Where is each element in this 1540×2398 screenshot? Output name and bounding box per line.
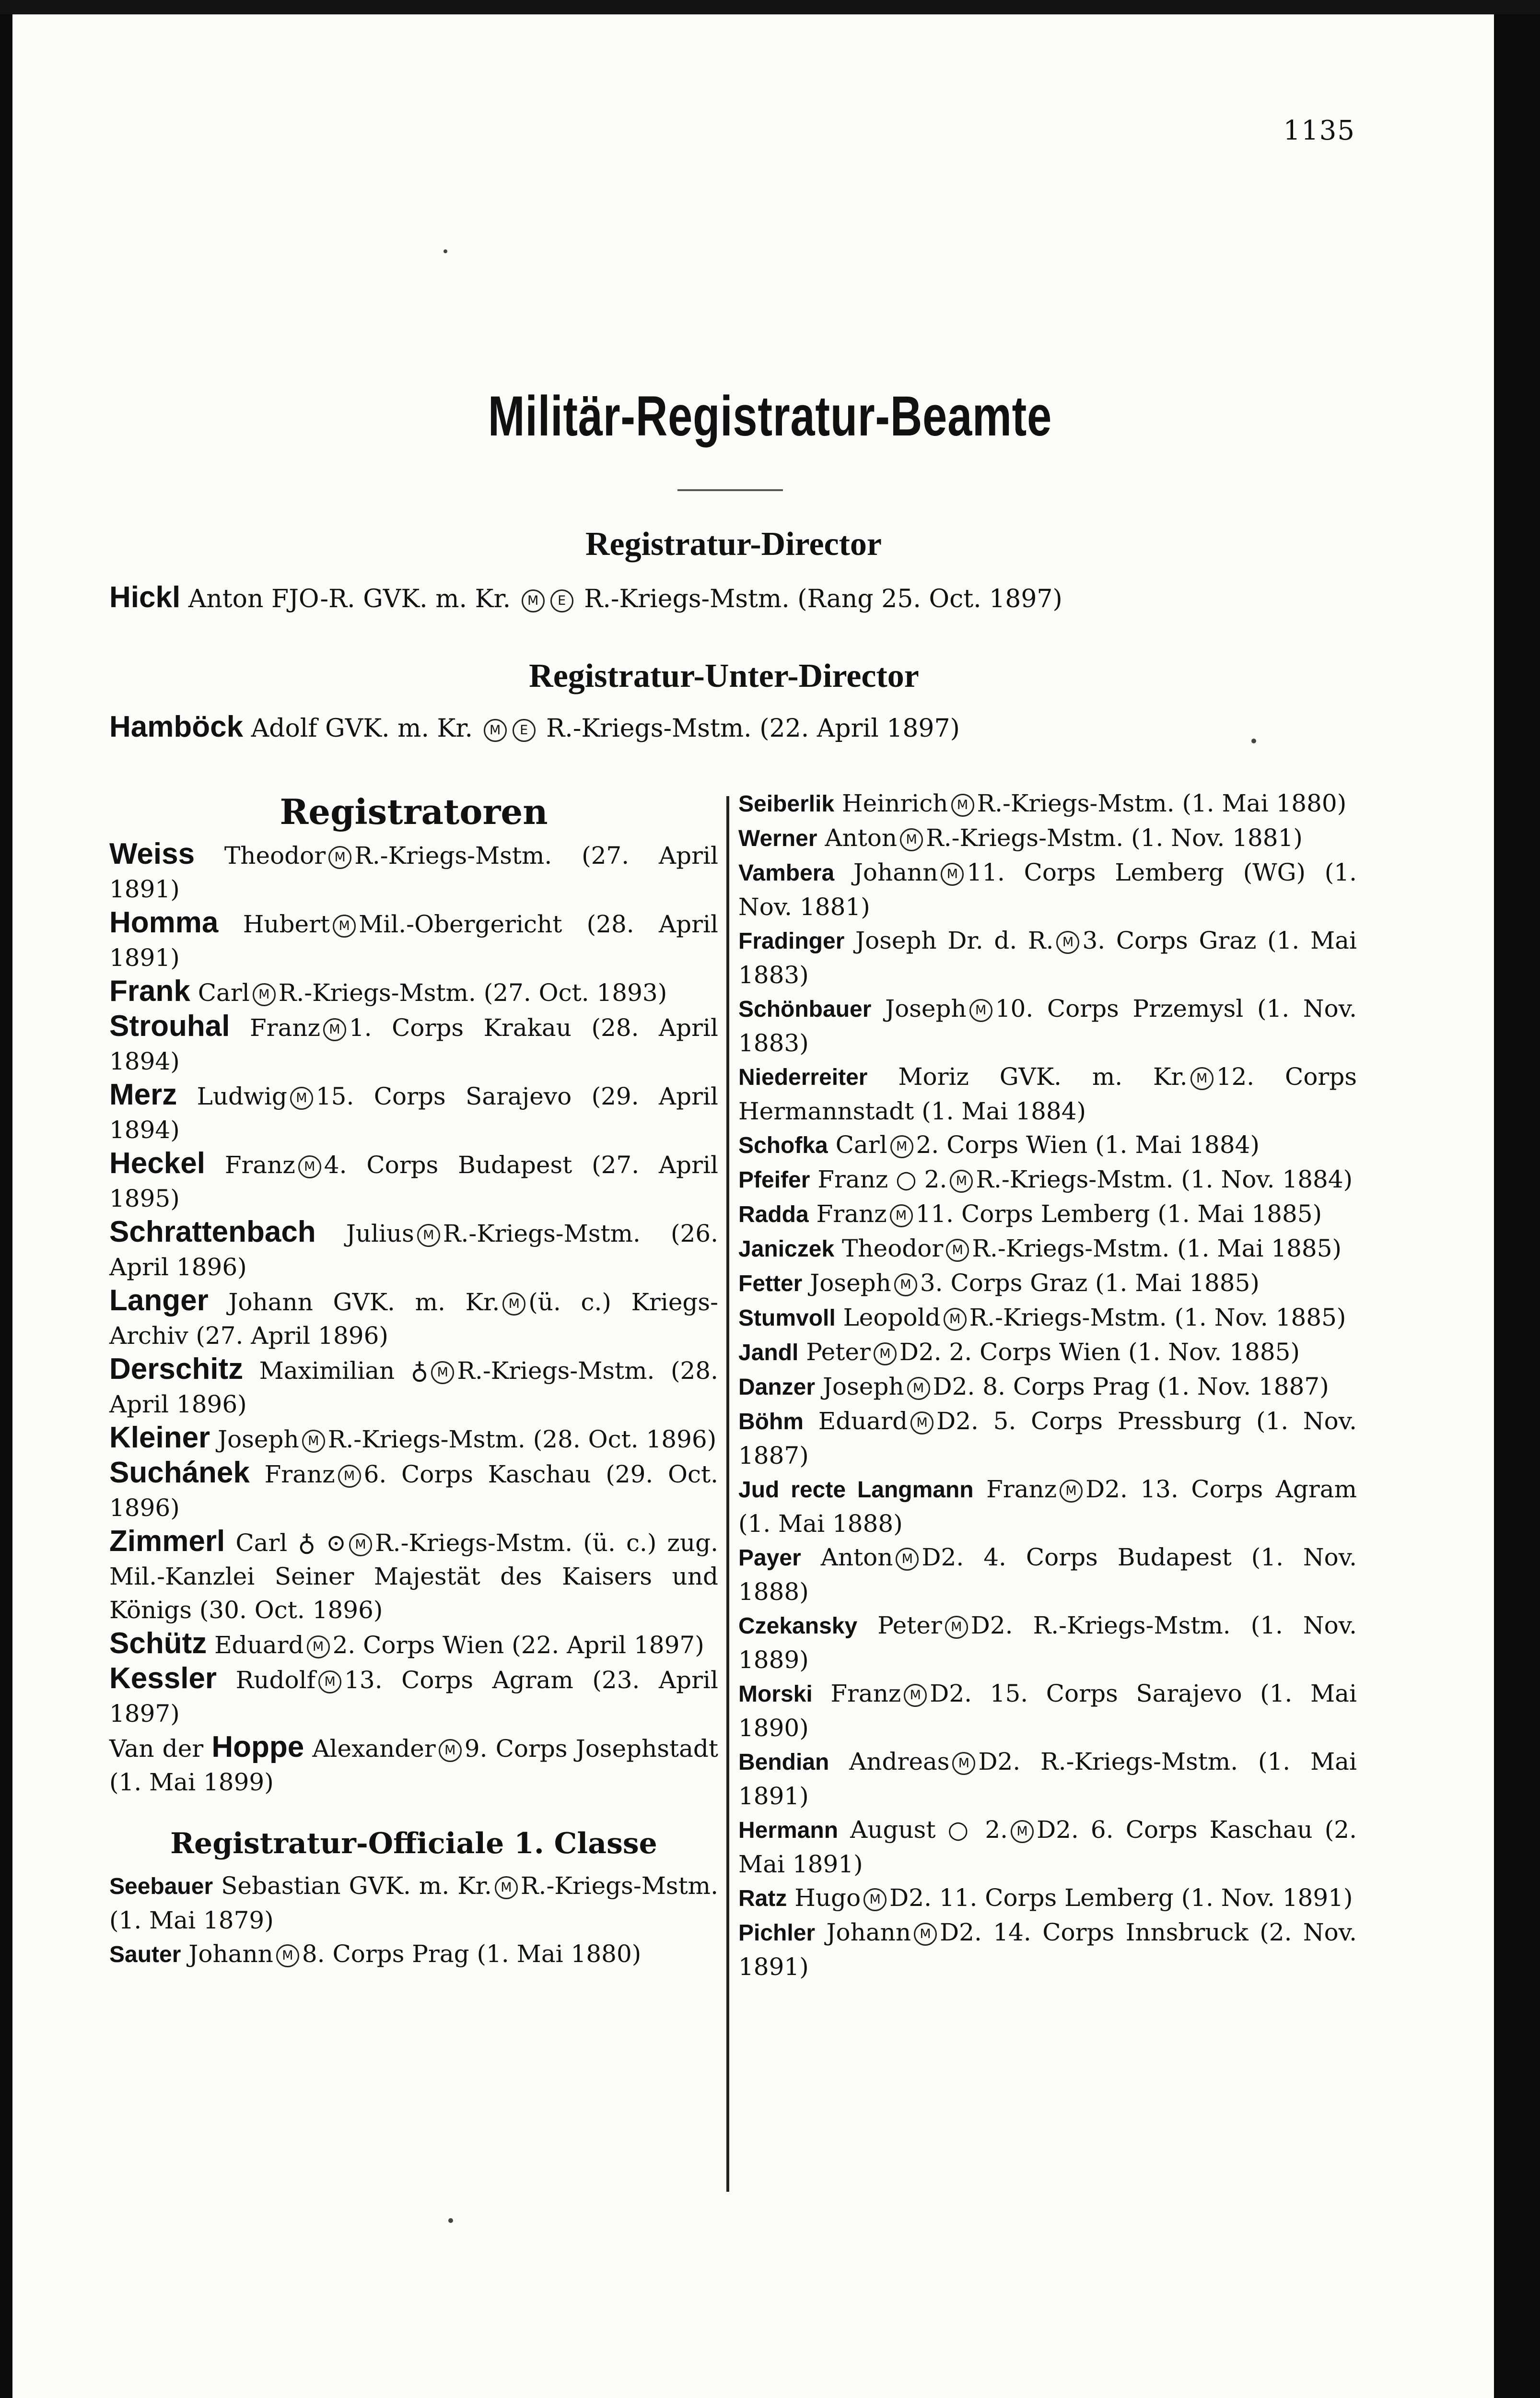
entry-surname: Seiberlik (738, 791, 835, 817)
merit-badge-icon: M (907, 1377, 930, 1400)
merit-badge-icon: M (522, 589, 545, 612)
entry-details: Eduard (214, 1631, 304, 1659)
merit-badge-icon: M (417, 1224, 440, 1247)
speck-mark (1251, 739, 1256, 743)
entry-details: Peter (877, 1611, 942, 1639)
list-item (109, 1352, 718, 1421)
entry-posting: (ü. c.) Kriegs-Archiv (27. April 1896) (109, 1288, 718, 1350)
director-entry (109, 580, 1062, 614)
entry-surname: Schönbauer (738, 997, 872, 1022)
list-item (738, 1232, 1357, 1266)
entry-details: Theodor (224, 842, 326, 870)
entry-details: Joseph (810, 1269, 891, 1297)
entry-surname: Hamböck (109, 710, 244, 743)
entry-details: Maximilian ♁ (259, 1357, 429, 1385)
entry-surname: Danzer (738, 1375, 816, 1400)
decoration-e-icon: E (550, 589, 573, 612)
merit-badge-icon: M (951, 794, 974, 817)
entry-details: Joseph (885, 995, 967, 1023)
merit-badge-icon: M (338, 1465, 361, 1488)
scan-edge-left (0, 0, 12, 2398)
merit-badge-icon: M (900, 828, 923, 851)
registratoren-list (109, 837, 718, 1799)
entry-posting: R.-Kriegs-Mstm. (1. Mai 1879) (109, 1872, 718, 1934)
entry-surname: Jandl (738, 1340, 799, 1365)
under-director-heading: Registratur-Unter-Director (529, 658, 919, 694)
entry-posting: D2. 13. Corps Agram (1. Mai 1888) (738, 1475, 1357, 1538)
entry-details: Carl ♁ ⊙ (235, 1529, 347, 1557)
list-item (109, 1456, 718, 1525)
list-item (738, 1540, 1357, 1609)
merit-badge-icon: M (890, 1135, 913, 1158)
list-item (109, 1525, 718, 1627)
list-item (738, 1266, 1357, 1301)
list-item (738, 1335, 1357, 1370)
merit-badge-icon: M (896, 1548, 919, 1571)
list-item (738, 1813, 1357, 1881)
right-column (738, 787, 1357, 1984)
entry-surname: Schrattenbach (109, 1215, 316, 1248)
list-item (109, 1147, 718, 1215)
entry-surname: Schofka (738, 1133, 828, 1158)
entry-surname: Payer (738, 1545, 801, 1571)
director-heading: Registratur-Director (585, 526, 882, 563)
list-item (109, 906, 718, 975)
list-item (738, 1060, 1357, 1128)
merit-badge-icon: M (439, 1739, 462, 1762)
entry-details: Franz (986, 1475, 1057, 1503)
entry-surname: Stumvoll (738, 1305, 836, 1331)
title-rule (677, 489, 783, 491)
entry-posting: R.-Kriegs-Mstm. (27. April 1891) (109, 842, 718, 903)
entry-surname: Derschitz (109, 1352, 244, 1386)
merit-badge-icon: M (502, 1293, 525, 1316)
entry-posting: R.-Kriegs-Mstm. (27. Oct. 1893) (278, 979, 667, 1007)
entry-details: Anton (825, 824, 898, 852)
entry-posting: R.-Kriegs-Mstm. (ü. c.) zug. Mil.-Kanzlei Seiner Majestät des Kaisers und Königs (30. Oct. 1896) (109, 1529, 718, 1624)
list-item (109, 1627, 718, 1662)
officiale-heading: Registratur-Officiale 1. Classe (170, 1827, 657, 1860)
merit-badge-icon: M (495, 1876, 518, 1899)
entry-surname: Jud recte Langmann (738, 1477, 974, 1503)
merit-badge-icon: M (874, 1342, 897, 1365)
entry-posting: R.-Kriegs-Mstm. (26. April 1896) (109, 1220, 718, 1281)
entry-posting: R.-Kriegs-Mstm. (1. Mai 1885) (972, 1234, 1342, 1262)
list-item (109, 1284, 718, 1352)
registratoren-heading: Registratoren (280, 791, 548, 832)
merit-badge-icon: M (323, 1018, 346, 1041)
entry-surname: Hoppe (211, 1730, 304, 1763)
entry-surname: Frank (109, 975, 190, 1008)
speck-mark (448, 2218, 453, 2223)
entry-details: Hugo (794, 1884, 861, 1912)
entry-surname: Fradinger (738, 929, 845, 954)
under-director-entry (109, 710, 960, 744)
entry-surname: Schütz (109, 1627, 207, 1660)
entry-posting: D2. R.-Kriegs-Mstm. (1. Nov. 1889) (738, 1611, 1357, 1674)
list-item (109, 837, 718, 906)
entry-posting: D2. 14. Corps Innsbruck (2. Nov. 1891) (738, 1918, 1357, 1981)
entry-surname: Hickl (109, 581, 181, 614)
merit-badge-icon: M (863, 1888, 887, 1911)
entry-posting: 11. Corps Lemberg (1. Mai 1885) (915, 1200, 1322, 1228)
entry-posting: 4. Corps Budapest (27. April 1895) (109, 1151, 718, 1212)
entry-posting: D2. 5. Corps Pressburg (1. Nov. 1887) (738, 1407, 1357, 1469)
entry-posting: 15. Corps Sarajevo (29. April 1894) (109, 1082, 718, 1144)
merit-badge-icon: M (318, 1670, 341, 1693)
list-item (738, 924, 1357, 992)
entry-posting: D2. 8. Corps Prag (1. Nov. 1887) (933, 1373, 1329, 1400)
entry-details: Theodor (842, 1234, 944, 1262)
entry-details: Joseph Dr. d. R. (855, 927, 1054, 954)
list-item (109, 1215, 718, 1284)
entry-details: Franz ○ 2. (817, 1165, 947, 1193)
entry-surname: Böhm (738, 1409, 804, 1434)
list-item (738, 1609, 1357, 1677)
merit-badge-icon: M (333, 915, 356, 938)
entry-details: Johann GVK. m. Kr. (228, 1288, 500, 1316)
entry-surname: Seebauer (109, 1874, 213, 1899)
list-item (109, 975, 718, 1010)
entry-posting: D2. 2. Corps Wien (1. Nov. 1885) (899, 1338, 1300, 1366)
list-item (109, 1421, 718, 1456)
merit-badge-icon: M (952, 1752, 975, 1775)
entry-details: Franz (830, 1680, 901, 1707)
scan-edge-top (0, 0, 1540, 14)
entry-prefix: Van der (109, 1735, 204, 1763)
merit-badge-icon: M (431, 1361, 454, 1384)
merit-badge-icon: M (302, 1430, 325, 1453)
column-divider (726, 796, 729, 2192)
merit-badge-icon: M (950, 1170, 973, 1193)
entry-surname: Pfeifer (738, 1167, 810, 1193)
entry-posting: R.-Kriegs-Mstm. (1. Nov. 1884) (976, 1165, 1353, 1193)
entry-details: Anton (820, 1543, 893, 1571)
merit-badge-icon: M (298, 1155, 321, 1178)
entry-details: Hubert (243, 910, 330, 938)
entry-posting: R.-Kriegs-Mstm. (1. Nov. 1881) (926, 824, 1303, 852)
merit-badge-icon: M (328, 846, 351, 869)
merit-badge-icon: M (941, 863, 964, 886)
page-number: 1135 (1283, 115, 1355, 146)
list-item (738, 1128, 1357, 1163)
entry-details: Joseph (822, 1373, 904, 1400)
merit-badge-icon: M (969, 999, 992, 1022)
entry-posting: 1. Corps Krakau (28. April 1894) (109, 1014, 718, 1075)
entry-surname: Niederreiter (738, 1065, 868, 1090)
entry-posting: 6. Corps Kaschau (29. Oct. 1896) (109, 1460, 718, 1522)
entry-surname: Merz (109, 1078, 177, 1111)
entry-details: Heinrich (842, 789, 948, 817)
entry-details: Julius (346, 1220, 414, 1247)
merit-badge-icon: M (1056, 931, 1079, 954)
merit-badge-icon: M (276, 1944, 299, 1967)
entry-posting: R.-Kriegs-Mstm. (1. Mai 1880) (977, 789, 1347, 817)
officiale-list-continued (738, 787, 1357, 1984)
entry-posting: D2. 6. Corps Kaschau (2. Mai 1891) (738, 1816, 1357, 1878)
entry-details: Carl (835, 1131, 887, 1159)
list-item (109, 1937, 718, 1972)
merit-badge-icon: M (904, 1684, 927, 1707)
merit-badge-icon: M (1190, 1067, 1213, 1090)
entry-surname: Langer (109, 1284, 209, 1317)
entry-posting: D2. 4. Corps Budapest (1. Nov. 1888) (738, 1543, 1357, 1606)
list-item (738, 1301, 1357, 1335)
entry-details: Franz (224, 1151, 295, 1179)
merit-badge-icon: M (1060, 1480, 1083, 1503)
left-column (109, 787, 718, 1972)
merit-badge-icon: M (946, 1239, 969, 1262)
merit-badge-icon: M (914, 1923, 937, 1946)
list-item (109, 1010, 718, 1078)
list-item (738, 856, 1357, 924)
list-item (738, 1197, 1357, 1232)
entry-surname: Weiss (109, 837, 195, 870)
entry-surname: Sauter (109, 1942, 181, 1967)
entry-details: Johann (826, 1918, 911, 1946)
merit-badge-icon: M (484, 719, 507, 742)
entry-details: Ludwig (197, 1082, 287, 1110)
entry-details: Alexander (312, 1735, 436, 1763)
list-item (738, 1404, 1357, 1472)
entry-surname: Czekansky (738, 1613, 858, 1639)
entry-details: Carl (198, 979, 250, 1007)
entry-posting: R.-Kriegs-Mstm. (28. Oct. 1896) (327, 1425, 717, 1453)
entry-details: Eduard (818, 1407, 908, 1435)
list-item (738, 787, 1357, 821)
list-item (109, 1078, 718, 1147)
entry-posting: 3. Corps Graz (1. Mai 1885) (920, 1269, 1260, 1297)
entry-posting: 2. Corps Wien (1. Mai 1884) (916, 1131, 1260, 1159)
officiale-list (109, 1869, 718, 1972)
entry-surname: Kessler (109, 1662, 217, 1695)
entry-details: Adolf GVK. m. Kr. (251, 714, 473, 743)
entry-posting: D2. 15. Corps Sarajevo (1. Mai 1890) (738, 1680, 1357, 1742)
list-item (738, 1677, 1357, 1745)
entry-posting: R.-Kriegs-Mstm. (Rang 25. Oct. 1897) (584, 585, 1062, 613)
list-item (738, 1163, 1357, 1197)
entry-posting: 9. Corps Josephstadt (1. Mai 1899) (109, 1735, 718, 1796)
merit-badge-icon: M (910, 1411, 933, 1434)
merit-badge-icon: M (290, 1087, 313, 1110)
entry-details: Johann (853, 858, 938, 886)
entry-surname: Homma (109, 906, 219, 939)
entry-surname: Kleiner (109, 1421, 210, 1454)
entry-details: Leopold (843, 1304, 941, 1331)
list-item (738, 1881, 1357, 1916)
entry-details: August ○ 2. (850, 1816, 1008, 1844)
entry-surname: Fetter (738, 1271, 803, 1296)
entry-surname: Morski (738, 1681, 813, 1707)
entry-details: Rudolf (235, 1666, 316, 1694)
entry-details: Peter (806, 1338, 871, 1366)
entry-posting: R.-Kriegs-Mstm. (28. April 1896) (109, 1357, 718, 1418)
entry-surname: Janiczek (738, 1236, 835, 1262)
entry-posting: 8. Corps Prag (1. Mai 1880) (302, 1940, 642, 1968)
entry-details: Joseph (218, 1425, 299, 1453)
list-item (109, 1662, 718, 1730)
entry-details: Sebastian GVK. m. Kr. (221, 1872, 492, 1900)
merit-badge-icon: M (349, 1533, 372, 1556)
list-item (738, 1472, 1357, 1540)
list-item (738, 821, 1357, 856)
entry-details: Johann (188, 1940, 273, 1968)
entry-surname: Ratz (738, 1886, 787, 1911)
entry-details: Andreas (849, 1748, 950, 1775)
entry-details: Franz (249, 1014, 320, 1042)
entry-posting: R.-Kriegs-Mstm. (22. April 1897) (546, 714, 960, 743)
entry-surname: Werner (738, 826, 817, 851)
entry-details: Moriz GVK. m. Kr. (898, 1063, 1188, 1091)
entry-surname: Bendian (738, 1750, 829, 1775)
entry-surname: Zimmerl (109, 1525, 225, 1558)
page-title: Militär-Registratur-Beamte (488, 385, 1052, 448)
entry-posting: 3. Corps Graz (1. Mai 1883) (738, 927, 1357, 989)
list-item (738, 1370, 1357, 1404)
merit-badge-icon: M (944, 1308, 967, 1331)
entry-posting: Mil.-Obergericht (28. April 1891) (109, 910, 718, 972)
entry-surname: Strouhal (109, 1010, 230, 1043)
entry-posting: D2. R.-Kriegs-Mstm. (1. Mai 1891) (738, 1748, 1357, 1810)
merit-badge-icon: M (253, 983, 276, 1006)
merit-badge-icon: M (307, 1635, 330, 1658)
merit-badge-icon: M (945, 1616, 968, 1639)
merit-badge-icon: M (894, 1273, 917, 1296)
entry-details: Franz (816, 1200, 887, 1228)
entry-posting: R.-Kriegs-Mstm. (1. Nov. 1885) (969, 1304, 1346, 1331)
entry-posting: 12. Corps Hermannstadt (1. Mai 1884) (738, 1063, 1357, 1125)
entry-details: Anton FJO-R. GVK. m. Kr. (188, 585, 511, 613)
list-item (738, 1745, 1357, 1813)
entry-surname: Hermann (738, 1818, 839, 1843)
entry-surname: Heckel (109, 1147, 205, 1180)
entry-surname: Suchánek (109, 1456, 250, 1489)
entry-details: Franz (264, 1460, 335, 1488)
entry-posting: 2. Corps Wien (22. April 1897) (332, 1631, 704, 1659)
scan-edge-right (1494, 0, 1540, 2398)
list-item (109, 1730, 718, 1799)
entry-surname: Radda (738, 1202, 809, 1227)
list-item (738, 1916, 1357, 1984)
entry-posting: 10. Corps Przemysl (1. Nov. 1883) (738, 995, 1357, 1057)
entry-surname: Vambera (738, 860, 835, 886)
speck-mark (443, 249, 447, 253)
entry-posting: 11. Corps Lemberg (WG) (1. Nov. 1881) (738, 858, 1357, 921)
entry-posting: 13. Corps Agram (23. April 1897) (109, 1666, 718, 1728)
list-item (738, 992, 1357, 1060)
entry-surname: Pichler (738, 1920, 816, 1946)
merit-badge-icon: M (1011, 1820, 1034, 1843)
list-item (109, 1869, 718, 1937)
merit-badge-icon: M (890, 1204, 913, 1227)
entry-posting: D2. 11. Corps Lemberg (1. Nov. 1891) (889, 1884, 1353, 1912)
decoration-e-icon: E (513, 719, 536, 742)
